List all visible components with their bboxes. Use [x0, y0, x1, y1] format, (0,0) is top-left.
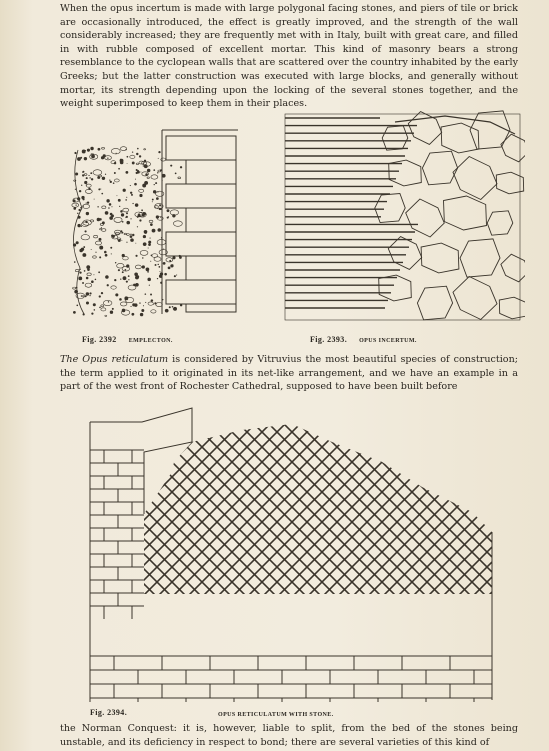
paragraph-norman-conquest: the Norman Conquest: it is, however, liable to split, from the bed of the stones being unstable, and its deficiency in respect to bond; there are several varieties of this kind of	[60, 723, 518, 748]
caption-fig-2394-title	[218, 710, 334, 718]
term-opus-reticulatum: The Opus reticulatum	[60, 354, 169, 365]
fig-2393-caption: OPUS INCERTUM.	[359, 338, 417, 344]
caption-fig-2392	[82, 335, 173, 344]
fig-2392-number: Fig. 2392	[82, 335, 117, 344]
figure-opus-reticulatum	[82, 402, 502, 702]
fig-2393-number: Fig. 2393.	[310, 335, 348, 344]
figure-emplecton	[60, 118, 240, 328]
caption-fig-2394	[90, 708, 127, 717]
paragraph-opus-incertum: When the opus incertum is made with large polygonal facing stones, and piers of tile or brick are occasionally introduced, the effect is greatly improved, and the strength of the wall considerably increased; they are frequently met with in Italy, built with great care, and filled in with rubble composed of excellent mortar. This kind of masonry bears a strong resemblance to the cyclopean walls that are scattered over the country inhabited by the early Greeks; but the latter construction was executed with large blocks, and generally without mortar, its strength depending upon the locking of the several stones together, and the weight superimposed to keep them in their places.	[60, 3, 518, 110]
fig-2394-caption: OPUS RETICULATUM WITH STONE.	[218, 712, 334, 718]
fig-2392-caption: EMPLECTON.	[128, 338, 173, 344]
caption-fig-2393	[310, 335, 417, 344]
paragraph-reticulatum-text: is considered by Vitruvius the most beautiful species of construction; the term applied to it originated in its net-like arrangement, and we have an example in a part of the west front of Rochester Cathedral, supposed to have been built before	[60, 354, 518, 393]
fig-2394-number: Fig. 2394.	[90, 708, 128, 717]
paragraph-opus-reticulatum	[60, 353, 518, 394]
figure-opus-incertum	[275, 108, 525, 328]
